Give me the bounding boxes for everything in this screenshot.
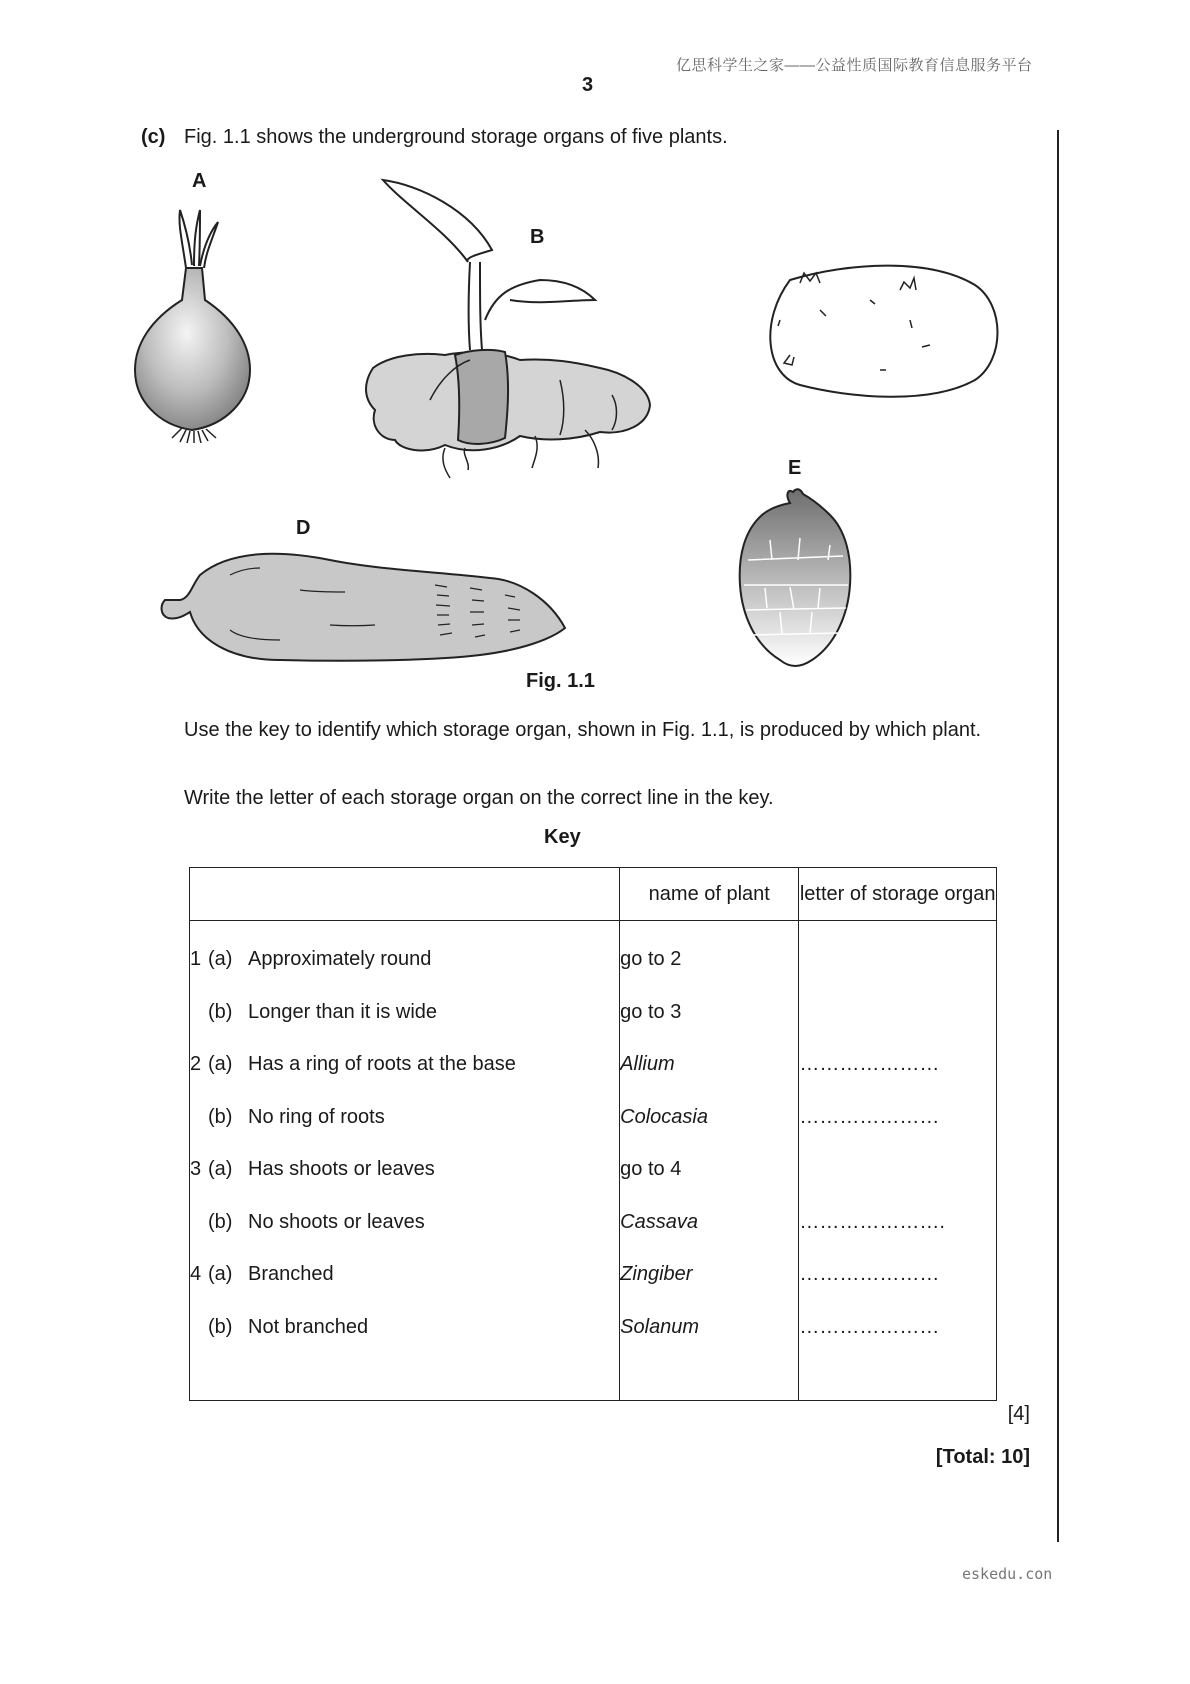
key-description-cell xyxy=(190,934,620,987)
key-answer-line[interactable]: ………………… xyxy=(799,1249,997,1302)
key-description-text: Has a ring of roots at the base xyxy=(248,1053,516,1076)
key-step-sub: (a) xyxy=(208,948,233,971)
instruction-1: Use the key to identify which storage organ, shown in Fig. 1.1, is produced by which plant. xyxy=(184,719,982,741)
total-marks: [Total: 10] xyxy=(935,1446,1030,1468)
key-answer-line[interactable]: …………………. xyxy=(799,1196,997,1249)
key-step-sub: (b) xyxy=(208,1210,233,1233)
key-step-sub: (a) xyxy=(208,1053,233,1076)
key-description-cell xyxy=(190,986,620,1039)
key-step-number: 4 xyxy=(190,1263,202,1286)
onion-bulb-illustration xyxy=(135,210,250,443)
key-description-cell xyxy=(190,1091,620,1144)
key-description-text: Branched xyxy=(248,1263,334,1286)
question-text: Fig. 1.1 shows the underground storage organs of five plants. xyxy=(184,126,728,148)
key-answer-cell xyxy=(799,1144,997,1197)
key-header-row xyxy=(190,868,997,921)
header-description xyxy=(190,868,620,921)
header-letter: letter of storage organ xyxy=(799,868,997,921)
key-plant-cell: go to 2 xyxy=(620,934,799,987)
key-answer-line[interactable]: ………………… xyxy=(799,1091,997,1144)
key-description-text: Has shoots or leaves xyxy=(248,1158,435,1181)
key-plant-cell: go to 3 xyxy=(620,986,799,1039)
key-row xyxy=(190,986,997,1039)
question-marks: [4] xyxy=(1007,1403,1030,1425)
ginger-rhizome-illustration xyxy=(366,180,650,478)
key-row xyxy=(190,1196,997,1249)
key-body xyxy=(190,921,997,1401)
key-description-text: No shoots or leaves xyxy=(248,1210,425,1233)
figure-label-d: D xyxy=(296,517,311,539)
key-step-number: 1 xyxy=(190,948,202,971)
key-answer-cell xyxy=(799,934,997,987)
figure-caption: Fig. 1.1 xyxy=(526,670,595,692)
potato-tuber-illustration xyxy=(770,266,997,397)
key-answer-line[interactable]: ………………… xyxy=(799,1039,997,1092)
page-number: 3 xyxy=(582,74,594,96)
key-row xyxy=(190,934,997,987)
key-step-sub: (a) xyxy=(208,1158,233,1181)
key-row xyxy=(190,1301,997,1354)
key-description-text: Approximately round xyxy=(248,948,432,971)
key-row xyxy=(190,1144,997,1197)
key-description-cell xyxy=(190,1144,620,1197)
key-description-cell xyxy=(190,1301,620,1354)
key-plant-cell: Cassava xyxy=(620,1196,799,1249)
key-plant-cell: Solanum xyxy=(620,1301,799,1354)
key-step-number: 3 xyxy=(190,1158,202,1181)
key-step-sub: (b) xyxy=(208,1105,233,1128)
key-description-cell xyxy=(190,1039,620,1092)
key-plant-cell: Colocasia xyxy=(620,1091,799,1144)
cassava-root-illustration xyxy=(162,554,565,661)
key-step-sub: (b) xyxy=(208,1000,233,1023)
question-label: (c) xyxy=(141,126,166,148)
key-step-sub: (a) xyxy=(208,1263,233,1286)
key-row xyxy=(190,1091,997,1144)
key-description-text: No ring of roots xyxy=(248,1105,385,1128)
key-description-text: Not branched xyxy=(248,1315,369,1338)
key-row xyxy=(190,1039,997,1092)
key-plant-cell: Allium xyxy=(620,1039,799,1092)
key-plant-cell: Zingiber xyxy=(620,1249,799,1302)
key-step-sub: (b) xyxy=(208,1315,233,1338)
key-answer-cell xyxy=(799,986,997,1039)
spacer-row xyxy=(190,1354,997,1401)
key-step-number: 2 xyxy=(190,1053,202,1076)
header-site-text: 亿思科学生之家——公益性质国际教育信息服务平台 xyxy=(676,57,1033,74)
key-description-text: Longer than it is wide xyxy=(248,1000,438,1023)
header-plant: name of plant xyxy=(620,868,799,921)
spacer-row xyxy=(190,921,997,934)
figure-label-a: A xyxy=(192,170,207,192)
key-answer-line[interactable]: ………………… xyxy=(799,1301,997,1354)
key-description-cell xyxy=(190,1196,620,1249)
figure-1-1 xyxy=(0,0,1190,700)
footer-site-text: eskedu.con xyxy=(962,1565,1053,1583)
instruction-2: Write the letter of each storage organ on the correct line in the key. xyxy=(184,787,774,809)
figure-label-e: E xyxy=(788,457,802,479)
taro-corm-illustration xyxy=(740,489,851,666)
key-description-cell xyxy=(190,1249,620,1302)
dichotomous-key-table xyxy=(189,867,997,1401)
key-row xyxy=(190,1249,997,1302)
figure-label-b: B xyxy=(530,226,545,248)
key-title: Key xyxy=(544,826,581,848)
key-plant-cell: go to 4 xyxy=(620,1144,799,1197)
